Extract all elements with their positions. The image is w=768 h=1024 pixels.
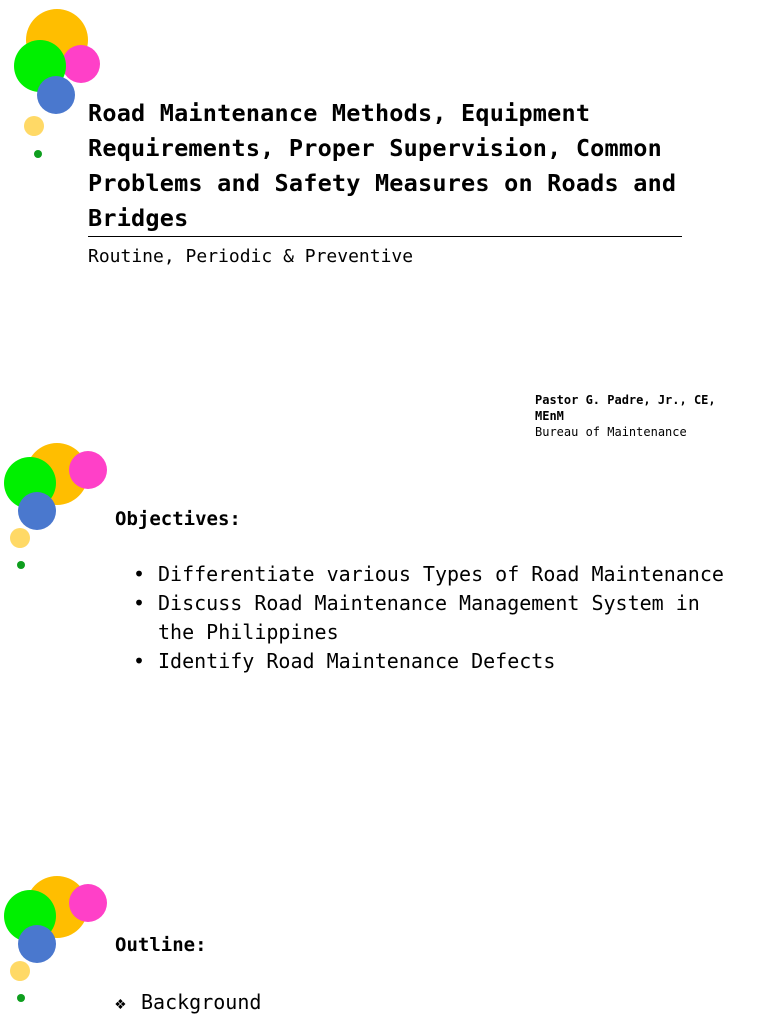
diamond-bullet-icon: ❖ — [115, 993, 126, 1014]
blue-circle — [18, 492, 56, 530]
outline-heading: Outline: — [115, 934, 207, 956]
objective-text: Discuss Road Maintenance Management System in the Philippines — [158, 591, 700, 644]
bullet-dot: • — [133, 649, 146, 673]
presentation-subtitle: Routine, Periodic & Preventive — [88, 246, 414, 267]
objectives-list — [133, 560, 733, 676]
list-item — [133, 560, 733, 589]
objectives-heading: Objectives: — [115, 508, 241, 530]
outline-list — [115, 990, 261, 1014]
list-item — [133, 589, 733, 647]
light-yellow-dot — [24, 116, 44, 136]
pink-circle — [69, 884, 107, 922]
light-yellow-dot — [10, 528, 30, 548]
green-dot — [17, 994, 25, 1002]
light-yellow-dot — [10, 961, 30, 981]
bullet-dot: • — [133, 591, 146, 615]
author-info — [535, 392, 765, 438]
author-affiliation: Bureau of Maintenance — [535, 425, 687, 438]
presentation-title: Road Maintenance Methods, Equipment Requirements, Proper Supervision, Common Problems and Safety Measures on Roads and Bridges — [88, 99, 677, 232]
list-item — [115, 990, 261, 1014]
author-credentials: MEnM — [535, 409, 564, 423]
decorative-circles-icon — [0, 870, 130, 1024]
outline-slide — [0, 870, 768, 1024]
title-divider — [88, 236, 682, 237]
outline-item-text: Background — [141, 990, 262, 1014]
green-dot — [17, 561, 25, 569]
objective-text: Identify Road Maintenance Defects — [158, 649, 556, 673]
author-name: Pastor G. Padre, Jr., CE, — [535, 393, 716, 407]
objective-text: Differentiate various Types of Road Maintenance — [158, 562, 724, 586]
pink-circle — [69, 451, 107, 489]
pink-circle — [62, 45, 100, 83]
objectives-slide — [0, 440, 768, 870]
blue-circle — [18, 925, 56, 963]
green-dot — [34, 150, 42, 158]
title-slide — [0, 0, 768, 440]
blue-circle — [37, 76, 75, 114]
list-item — [133, 647, 733, 676]
bullet-dot: • — [133, 562, 146, 586]
decorative-circles-icon — [0, 440, 130, 610]
